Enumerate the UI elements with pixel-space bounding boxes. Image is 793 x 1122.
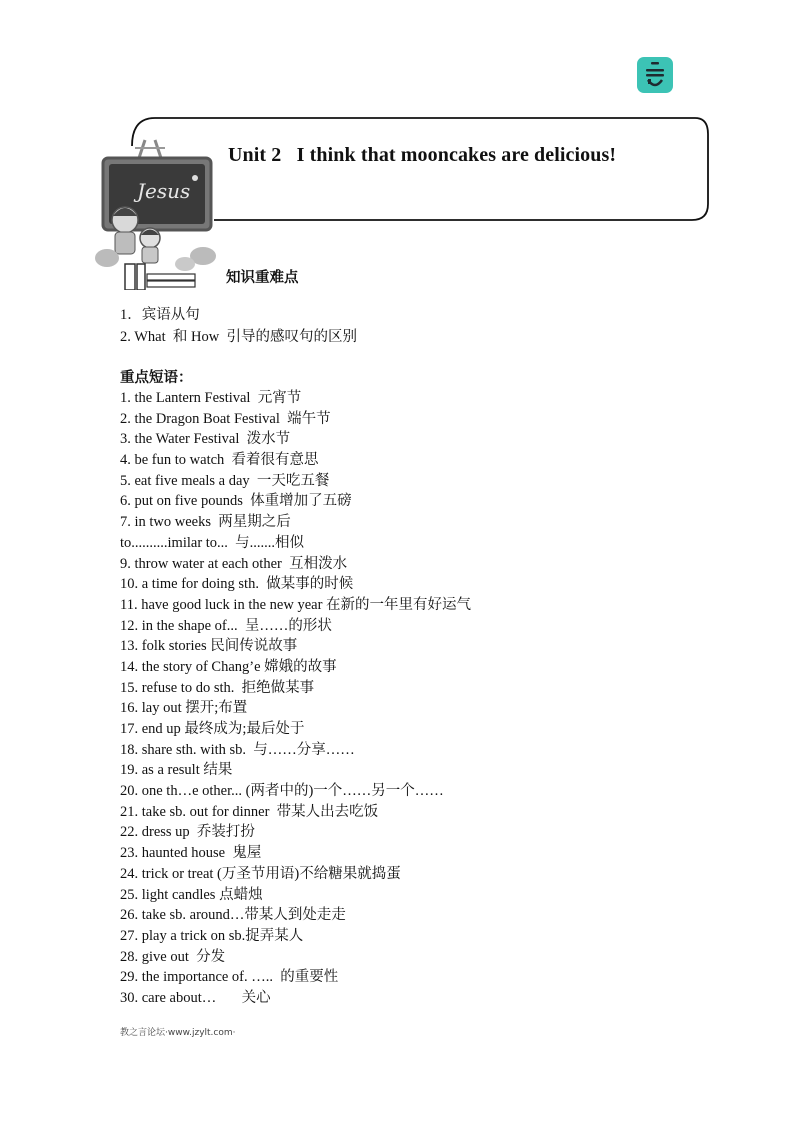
phrase-item: 3. the Water Festival 泼水节 [120, 431, 291, 448]
key-phrases-list [120, 368, 471, 1009]
clipart-text: Jesus [137, 179, 191, 203]
phrase-item: 19. as a result 结果 [120, 762, 233, 779]
phrase-item: 21. take sb. out for dinner 带某人出去吃饭 [120, 803, 379, 820]
phrase-item: 28. give out 分发 [120, 948, 226, 965]
intro-item: 1．宾语从句 [120, 307, 200, 323]
phrase-item: 20. one th…e other... (两者中的)一个……另一个…… [120, 783, 444, 800]
phrase-item: 14. the story of Chang’e 嫦娥的故事 [120, 658, 337, 675]
phrase-item: 17. end up 最终成为;最后处于 [120, 721, 305, 737]
phrase-item: 29. the importance of. ….. 的重要性 [120, 969, 339, 986]
phrase-item: 15. refuse to do sth. 拒绝做某事 [120, 679, 315, 696]
phrase-item: to..........imilar to... 与.......相似 [120, 534, 305, 551]
phrase-item: 25. light candles 点蜡烛 [120, 886, 263, 903]
footer-watermark: 教之言论坛·www.jzylt.com· [120, 1028, 236, 1038]
intro-list [120, 304, 357, 348]
phrase-item: 18. share sth. with sb. 与……分享…… [120, 741, 355, 758]
menu-book-icon [637, 57, 673, 93]
clipart-illustration [95, 138, 217, 290]
phrase-item: 26. take sb. around…带某人到处走走 [120, 907, 346, 924]
phrase-item: 6. put on five pounds 体重增加了五磅 [120, 493, 352, 510]
phrase-item: 11. have good luck in the new year 在新的一年里有好运气 [120, 596, 472, 613]
section-heading: 知识重难点 [226, 270, 299, 286]
phrase-item: 22. dress up 乔装打扮 [120, 824, 255, 841]
intro-item: 2. What 和 How 引导的感叹句的区别 [120, 329, 357, 345]
phrase-item: 2. the Dragon Boat Festival 端午节 [120, 410, 331, 427]
phrase-item: 13. folk stories 民间传说故事 [120, 638, 298, 655]
phrase-item: 1. the Lantern Festival 元宵节 [120, 390, 302, 406]
phrase-item: 5. eat five meals a day 一天吃五餐 [120, 472, 330, 489]
title-banner [130, 116, 710, 222]
phrase-item: 4. be fun to watch 看着很有意思 [120, 452, 319, 469]
phrase-item: 27. play a trick on sb.捉弄某人 [120, 927, 304, 944]
phrase-item: 10. a time for doing sth. 做某事的时候 [120, 576, 354, 593]
page-title: Unit 2 I think that mooncakes are delicious! [228, 144, 617, 166]
phrase-item: 30. care about… 关心 [120, 989, 271, 1006]
key-phrases-heading: 重点短语： [120, 370, 193, 386]
phrase-item: 24. trick or treat (万圣节用语)不给糖果就捣蛋 [120, 865, 401, 882]
phrase-item: 12. in the shape of... 呈……的形状 [120, 617, 332, 634]
phrase-item: 16. lay out 摆开;布置 [120, 700, 248, 717]
phrase-item: 23. haunted house 鬼屋 [120, 845, 262, 862]
phrase-item: 9. throw water at each other 互相泼水 [120, 555, 348, 572]
phrase-item: 7. in two weeks 两星期之后 [120, 514, 291, 531]
